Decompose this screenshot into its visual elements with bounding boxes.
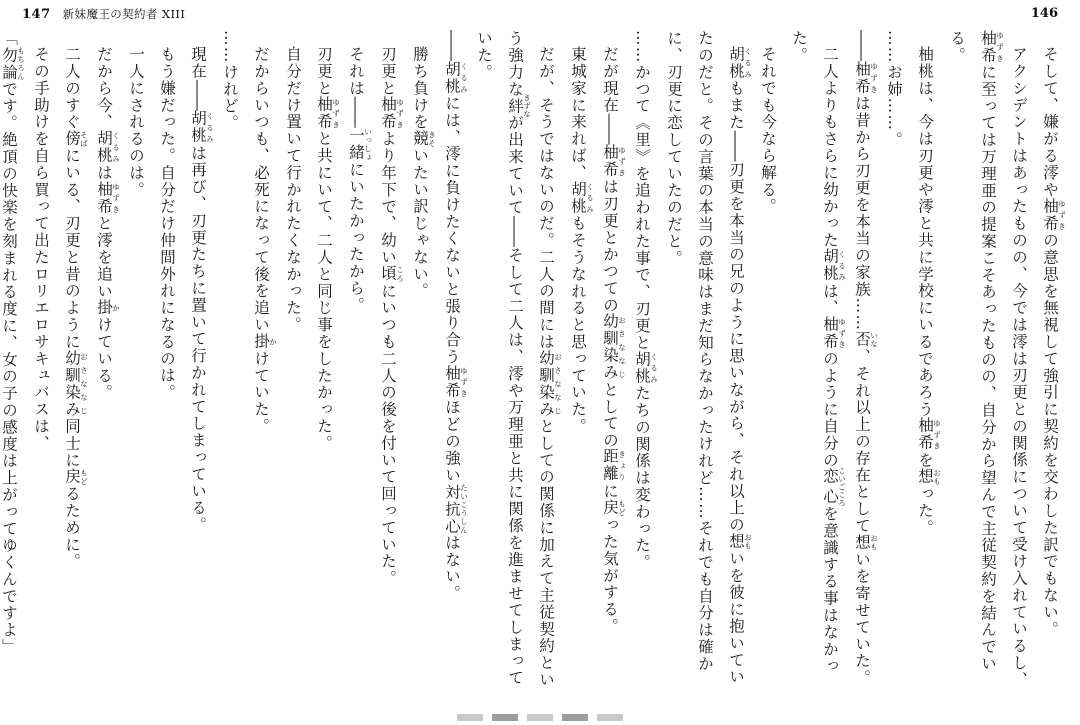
header-left-group <box>22 6 185 22</box>
folio-left: 147 <box>22 7 51 22</box>
book-title: 新妹魔王の契約者 XIII <box>62 7 186 21</box>
page-body <box>0 30 1067 698</box>
paragraph: 二人のすぐ傍そばにいる、刃更と昔のように幼馴染みおさななじ同士に戻もどるために。 <box>63 45 89 570</box>
paragraph: だからいつも、必死になって後を追い掛かけていた。 <box>252 45 278 435</box>
paragraph: ――柚希ゆずきは昔から刃更を本当の家族……否いな、それ以上の存在として想おもいを寄せていた。 <box>853 30 879 687</box>
folio-right: 146 <box>1030 6 1058 21</box>
page-footer-decoration <box>0 711 1080 721</box>
footer-block <box>597 714 623 721</box>
paragraph: 刃更と柚希ゆずきより年下で、幼い頃ころにいつも二人の後を付いて回っていた。 <box>379 45 405 587</box>
paragraph: 東城家に来れば、胡桃くるみもそうなれると思っていた。 <box>569 45 595 435</box>
paragraph: 一人にされるのは。 <box>127 45 145 198</box>
paragraph: もう嫌だった。自分だけ仲間外れになるのは。 <box>158 45 176 401</box>
paragraph: 柚桃は、今は刃更や澪と共に学校にいるであろう柚希ゆずきを想おもった。 <box>916 45 942 536</box>
paragraph: その手助けを自ら買って出たロリエロサキュバスは、 <box>32 45 50 452</box>
paragraph: 刃更と柚希ゆずきと共にいて、二人と同じ事をしたかった。 <box>315 45 341 452</box>
footer-block <box>562 714 588 721</box>
paragraph: だが、そうではないのだ。二人の間には幼馴染みおさななじとしての関係に加えて主従契約という強力な絆きずなが出来ていて――そして二人は、澪や万理亜と共に関係を進ませてしまっていた。 <box>475 30 563 688</box>
paragraph: アクシデントはあったものの、今では澪は刃更との関係について受け入れているし、柚希ゆずきに至っては万理亜の提案こそあったものの、自分から望んで主従契約を結んでいる。 <box>948 30 1028 688</box>
paragraph: だから今、胡桃くるみは柚希ゆずきと澪を追い掛かけている。 <box>95 45 121 401</box>
paragraph: 胡桃くるみもまた――刃更を本当の兄のように思いながら、それ以上の想おもいを彼に抱いていたのだと。その言葉の本当の意味はまだ知らなかったけれど……それでも自分は確かに、刃更に恋していたのだと。 <box>665 30 753 685</box>
paragraph: 「勿論もちろんです。絶頂の快楽を刻まれる度に、女の子の感度は上がってゆくんですよ」 <box>0 30 26 656</box>
paragraph: ……かつて《里》を追われた事で、刃更と胡桃くるみたちの関係は変わった。 <box>633 30 659 571</box>
paragraph: 自分だけ置いて行かれたくなかった。 <box>284 45 302 333</box>
paragraph: だが現在――柚希ゆずきは刃更とかつての幼馴染みおさななじとしての距離きょりに戻もどった気がする。 <box>601 45 627 635</box>
paragraph: 現在――胡桃くるみは再び、刃更たちに置いて行かれてしまっている。 <box>189 45 215 533</box>
paragraph: ……けれど。 <box>221 30 239 132</box>
paragraph: そして、嫌がる澪や柚希ゆずきの意思を無視して強引に契約を交わした訳でもない。 <box>1041 45 1067 638</box>
footer-block <box>492 714 518 721</box>
paragraph: 二人よりもさらに幼かった胡桃くるみは、柚希ゆずきのように自分の恋心こいごころを意識する事はなかった。 <box>790 30 847 674</box>
paragraph: ――胡桃くるみには、澪に負けたくないと張り合う柚希ゆずきほどの強い対抗心たいこうしんはない。 <box>443 30 469 602</box>
paragraph: それは――一緒いっしょにいたかったから。 <box>347 45 373 314</box>
vertical-text-block <box>0 30 1067 690</box>
footer-block <box>527 714 553 721</box>
paragraph: ……お姉……。 <box>885 30 903 149</box>
page-header <box>0 0 1080 30</box>
paragraph: それでも今なら解る。 <box>759 45 777 215</box>
footer-block <box>457 714 483 721</box>
paragraph: 勝ち負けを競きそいたい訳じゃない。 <box>411 45 437 300</box>
